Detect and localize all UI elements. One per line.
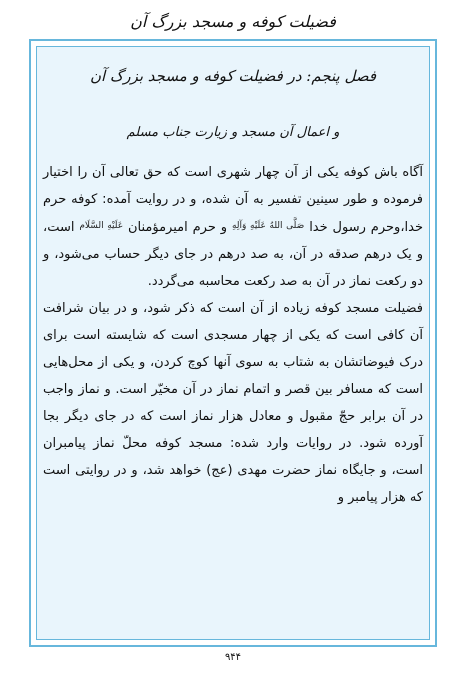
salam-honorific: عَلَيْهِ السَّلَام <box>79 221 124 231</box>
paragraph <box>43 295 423 511</box>
page-frame-inner <box>36 46 430 640</box>
body-text <box>43 159 423 511</box>
text-segment: آگاه باش کوفه یکی از آن چهار شهری است که حق تعالی آن را اختیار فرموده و طور سینین تفسیر به آن شده، و در روایت آمده: کوفه حرم خدا،وحرم رسول خدا <box>43 165 423 235</box>
page-number: ۹۴۴ <box>224 652 242 663</box>
salawat-honorific: صَلَّى اللهُ عَلَيْهِ وَآلِهِ <box>231 221 305 231</box>
running-head: فضیلت کوفه و مسجد بزرگ آن <box>130 12 336 31</box>
section-subtitle: و اعمال آن مسجد و زیارت جناب مسلم <box>126 125 340 140</box>
paragraph <box>43 159 423 295</box>
chapter-title: فصل پنجم: در فضیلت کوفه و مسجد بزرگ آن <box>89 67 377 85</box>
text-segment: و حرم امیرمؤمنان <box>123 220 232 235</box>
text-segment: فضیلت مسجد کوفه زیاده از آن است که ذکر شود، و در بیان شرافت آن کافی است که یکی از چهار مسجدی است که شایسته است برای درک فیوضاتشان به شتاب به سوی آنها کوچ کردن، و یکی از محل‌هایی است که مسافر بین قصر و اتمام نماز در آن مخیّر است. و نماز واجب در آن برابر حجّ مقبول و معادل هزار نماز است که در جای دیگر بجا آورده شود. در روایات وارد شده: مسجد کوفه محلّ نماز پیامبران است، و جایگاه نماز حضرت مهدی (عج) خواهد شد، و در روایتی است که هزار پیامبر و <box>43 301 423 505</box>
page-frame <box>29 39 437 647</box>
text-segment: است، و یک درهم صدقه در آن، به صد درهم در جای دیگر حساب می‌شود، و دو رکعت نماز در آن به صد رکعت محاسبه می‌گردد. <box>43 220 423 289</box>
